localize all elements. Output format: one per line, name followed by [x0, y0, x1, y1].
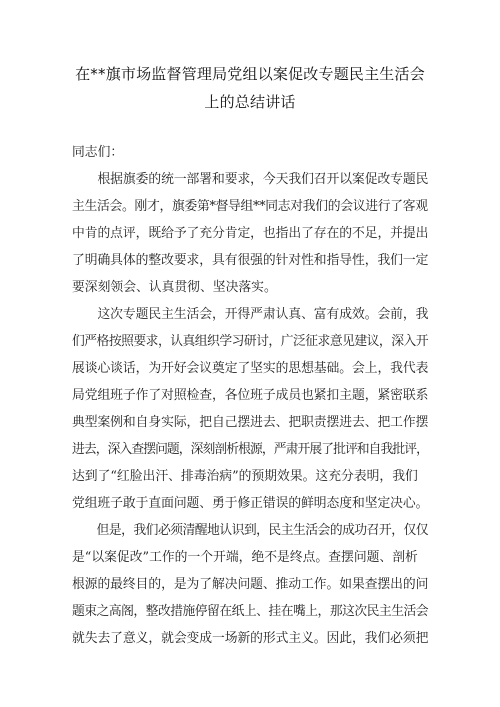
body-line: 就失去了意义，就会变成一场新的形式主义。因此，我们必须把 — [72, 631, 429, 646]
body-line: 根据旗委的统一部署和要求，今天我们召开以案促改专题民 — [72, 172, 429, 187]
document-title-line-2: 上的总结讲话 — [204, 93, 296, 111]
body-line: 这次专题民主生活会，开得严肃认真、富有成效。会前，我 — [72, 307, 429, 322]
body-line: 是“以案促改”工作的一个开端，绝不是终点。查摆问题、剖析 — [72, 550, 418, 565]
body-line: 达到了“红脸出汗、排毒治病”的预期效果。这充分表明，我们 — [72, 469, 418, 484]
document-title-line-1: 在**旗市场监督管理局党组以案促改专题民主生活会 — [75, 65, 425, 83]
body-line: 们严格按照要求，认真组织学习研讨，广泛征求意见建议，深入开 — [72, 334, 429, 349]
body-line: 局党组班子作了对照检查，各位班子成员也紧扣主题，紧密联系 — [72, 388, 429, 403]
body-line: 进去，深入查摆问题，深刻剖析根源，严肃开展了批评和自我批评， — [72, 442, 429, 457]
salutation: 同志们： — [72, 145, 124, 160]
body-line: 要深刻领会、认真贯彻、坚决落实。 — [72, 280, 277, 295]
body-line: 典型案例和自身实际，把自己摆进去、把职责摆进去、把工作摆 — [72, 415, 429, 430]
body-line: 党组班子敢于直面问题、勇于修正错误的鲜明态度和坚定决心。 — [72, 496, 429, 511]
body-line: 主生活会。刚才，旗委第*督导组**同志对我们的会议进行了客观 — [72, 199, 428, 214]
body-line: 了明确具体的整改要求，具有很强的针对性和指导性，我们一定 — [72, 253, 429, 268]
body-line: 根源的最终目的，是为了解决问题、推动工作。如果查摆出的问 — [72, 577, 429, 592]
body-line: 展谈心谈话，为开好会议奠定了坚实的思想基础。会上，我代表 — [72, 361, 429, 376]
body-line: 但是，我们必须清醒地认识到，民主生活会的成功召开，仅仅 — [72, 523, 429, 538]
body-line: 题束之高阁，整改措施停留在纸上、挂在嘴上，那这次民主生活会 — [72, 604, 429, 619]
body-line: 中肯的点评，既给予了充分肯定，也指出了存在的不足，并提出 — [72, 226, 429, 241]
